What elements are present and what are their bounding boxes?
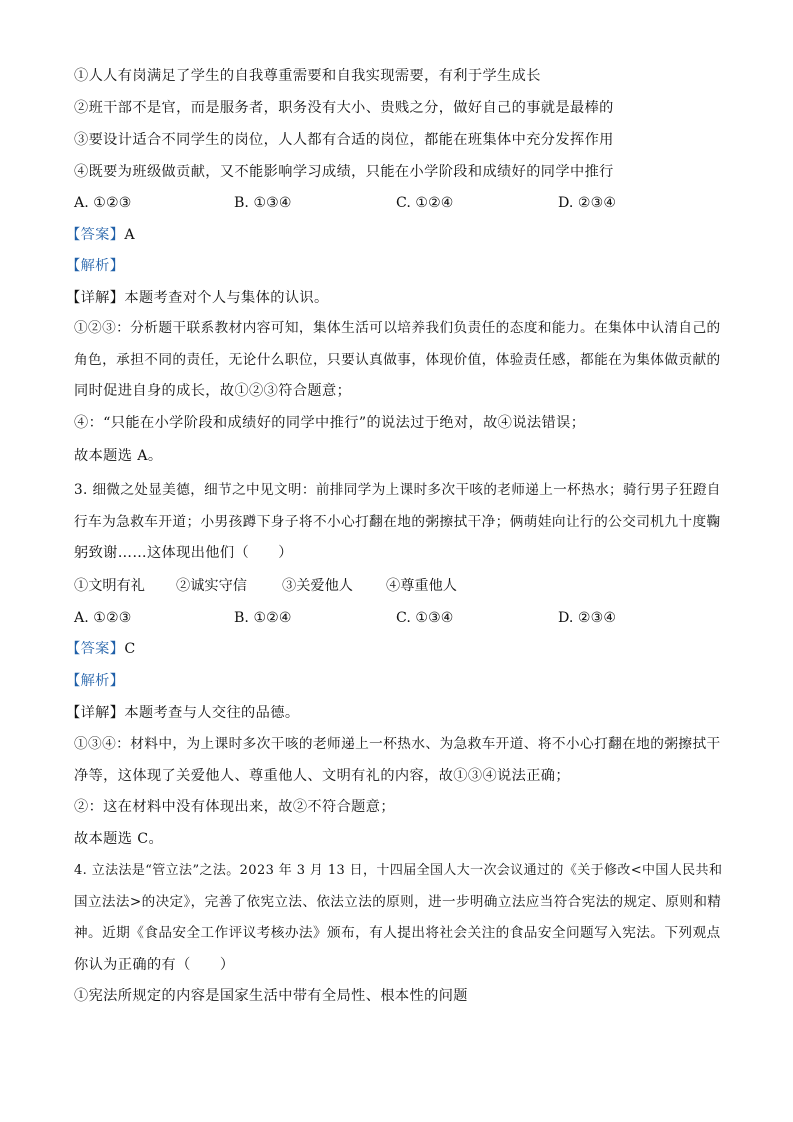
q2-explanation-2: 角色，承担不同的责任，无论什么职位，只要认真做事，体现价值，体验责任感，都能在为集体做贡献的	[74, 352, 721, 368]
q3-choice-1: ①文明有礼	[74, 578, 145, 594]
q2-analysis-tag: 【解析】	[66, 258, 125, 274]
q3-explanation-2: 净等，这体现了关爱他人、尊重他人、文明有礼的内容，故①③④说法正确；	[74, 768, 570, 784]
q2-statement-3: ③要设计适合不同学生的岗位，人人都有合适的岗位，都能在班集体中充分发挥作用	[74, 132, 614, 148]
q3-stem-3: 躬致谢……这体现出他们（ ）	[74, 545, 293, 561]
q3-conclusion: 故本题选 C。	[74, 831, 164, 847]
q4-stem-1: 4. 立法法是“管立法”之法。2023 年 3 月 13 日，十四届全国人大一次会议通过的《关于修改<中国人民共和	[74, 863, 723, 878]
q4-stem-4: 你认为正确的有（ ）	[74, 957, 235, 973]
q3-analysis-tag: 【解析】	[66, 673, 125, 689]
q3-detail	[66, 703, 299, 723]
q3-choice-4: ④尊重他人	[386, 578, 457, 594]
q3-option-b: B. ①②④	[234, 610, 292, 626]
q4-statement-1: ①宪法所规定的内容是国家生活中带有全局性、根本性的问题	[74, 988, 468, 1004]
q3-option-a: A. ①②③	[74, 610, 132, 626]
q2-explanation-1: ①②③：分析题干联系教材内容可知，集体生活可以培养我们负责任的态度和能力。在集体中认清自己的	[74, 320, 721, 336]
q2-option-a: A. ①②③	[74, 195, 132, 211]
q3-explanation-3: ②：这在材料中没有体现出来，故②不符合题意；	[74, 799, 395, 815]
q2-conclusion: 故本题选 A。	[74, 448, 163, 464]
q2-option-d: D. ②③④	[558, 195, 617, 211]
q2-option-c: C. ①②④	[396, 195, 454, 211]
q2-statement-1: ①人人有岗满足了学生的自我尊重需要和自我实现需要，有利于学生成长	[74, 68, 541, 84]
q2-explanation-4: ④：“只能在小学阶段和成绩好的同学中推行”的说法过于绝对，故④说法错误；	[74, 415, 586, 431]
answer-tag: 【答案】	[66, 641, 125, 657]
q4-stem-3: 神。近期《食品安全工作评议考核办法》颁布，有人提出将社会关注的食品安全问题写入宪法。下列观点	[74, 925, 721, 941]
answer-value: C	[124, 641, 136, 657]
q3-choice-2: ②诚实守信	[176, 578, 247, 594]
q2-detail	[66, 288, 329, 308]
q3-explanation-1: ①③④：材料中，为上课时多次干咳的老师递上一杯热水、为急救车开道、将不小心打翻在地的粥擦拭干	[74, 736, 721, 752]
q3-stem-1: 3. 细微之处显美德，细节之中见文明：前排同学为上课时多次干咳的老师递上一杯热水；骑行男子狂蹬自	[74, 482, 721, 498]
q2-explanation-3: 同时促进自身的成长，故①②③符合题意；	[74, 383, 352, 399]
detail-text: 本题考查与人交往的品德。	[124, 705, 300, 721]
answer-tag: 【答案】	[66, 227, 125, 243]
q3-option-c: C. ①③④	[396, 610, 454, 626]
q3-answer	[66, 639, 136, 659]
q2-statement-4: ④既要为班级做贡献，又不能影响学习成绩，只能在小学阶段和成绩好的同学中推行	[74, 164, 614, 180]
q3-choice-3: ③关爱他人	[282, 578, 353, 594]
answer-value: A	[124, 227, 136, 243]
q2-answer	[66, 225, 135, 245]
q2-statement-2: ②班干部不是官，而是服务者，职务没有大小、贵贱之分，做好自己的事就是最棒的	[74, 100, 614, 116]
detail-tag: 【详解】	[66, 290, 125, 306]
q3-stem-2: 行车为急救车开道；小男孩蹲下身子将不小心打翻在地的粥擦拭干净；俩萌娃向让行的公交司机九十度鞠	[74, 514, 721, 530]
detail-text: 本题考查对个人与集体的认识。	[124, 290, 329, 306]
q2-option-b: B. ①③④	[234, 195, 292, 211]
q3-option-d: D. ②③④	[558, 610, 617, 626]
q4-stem-2: 国立法法>的决定》，完善了依宪立法、依法立法的原则，进一步明确立法应当符合宪法的规定、原则和精	[74, 894, 722, 910]
detail-tag: 【详解】	[66, 705, 125, 721]
